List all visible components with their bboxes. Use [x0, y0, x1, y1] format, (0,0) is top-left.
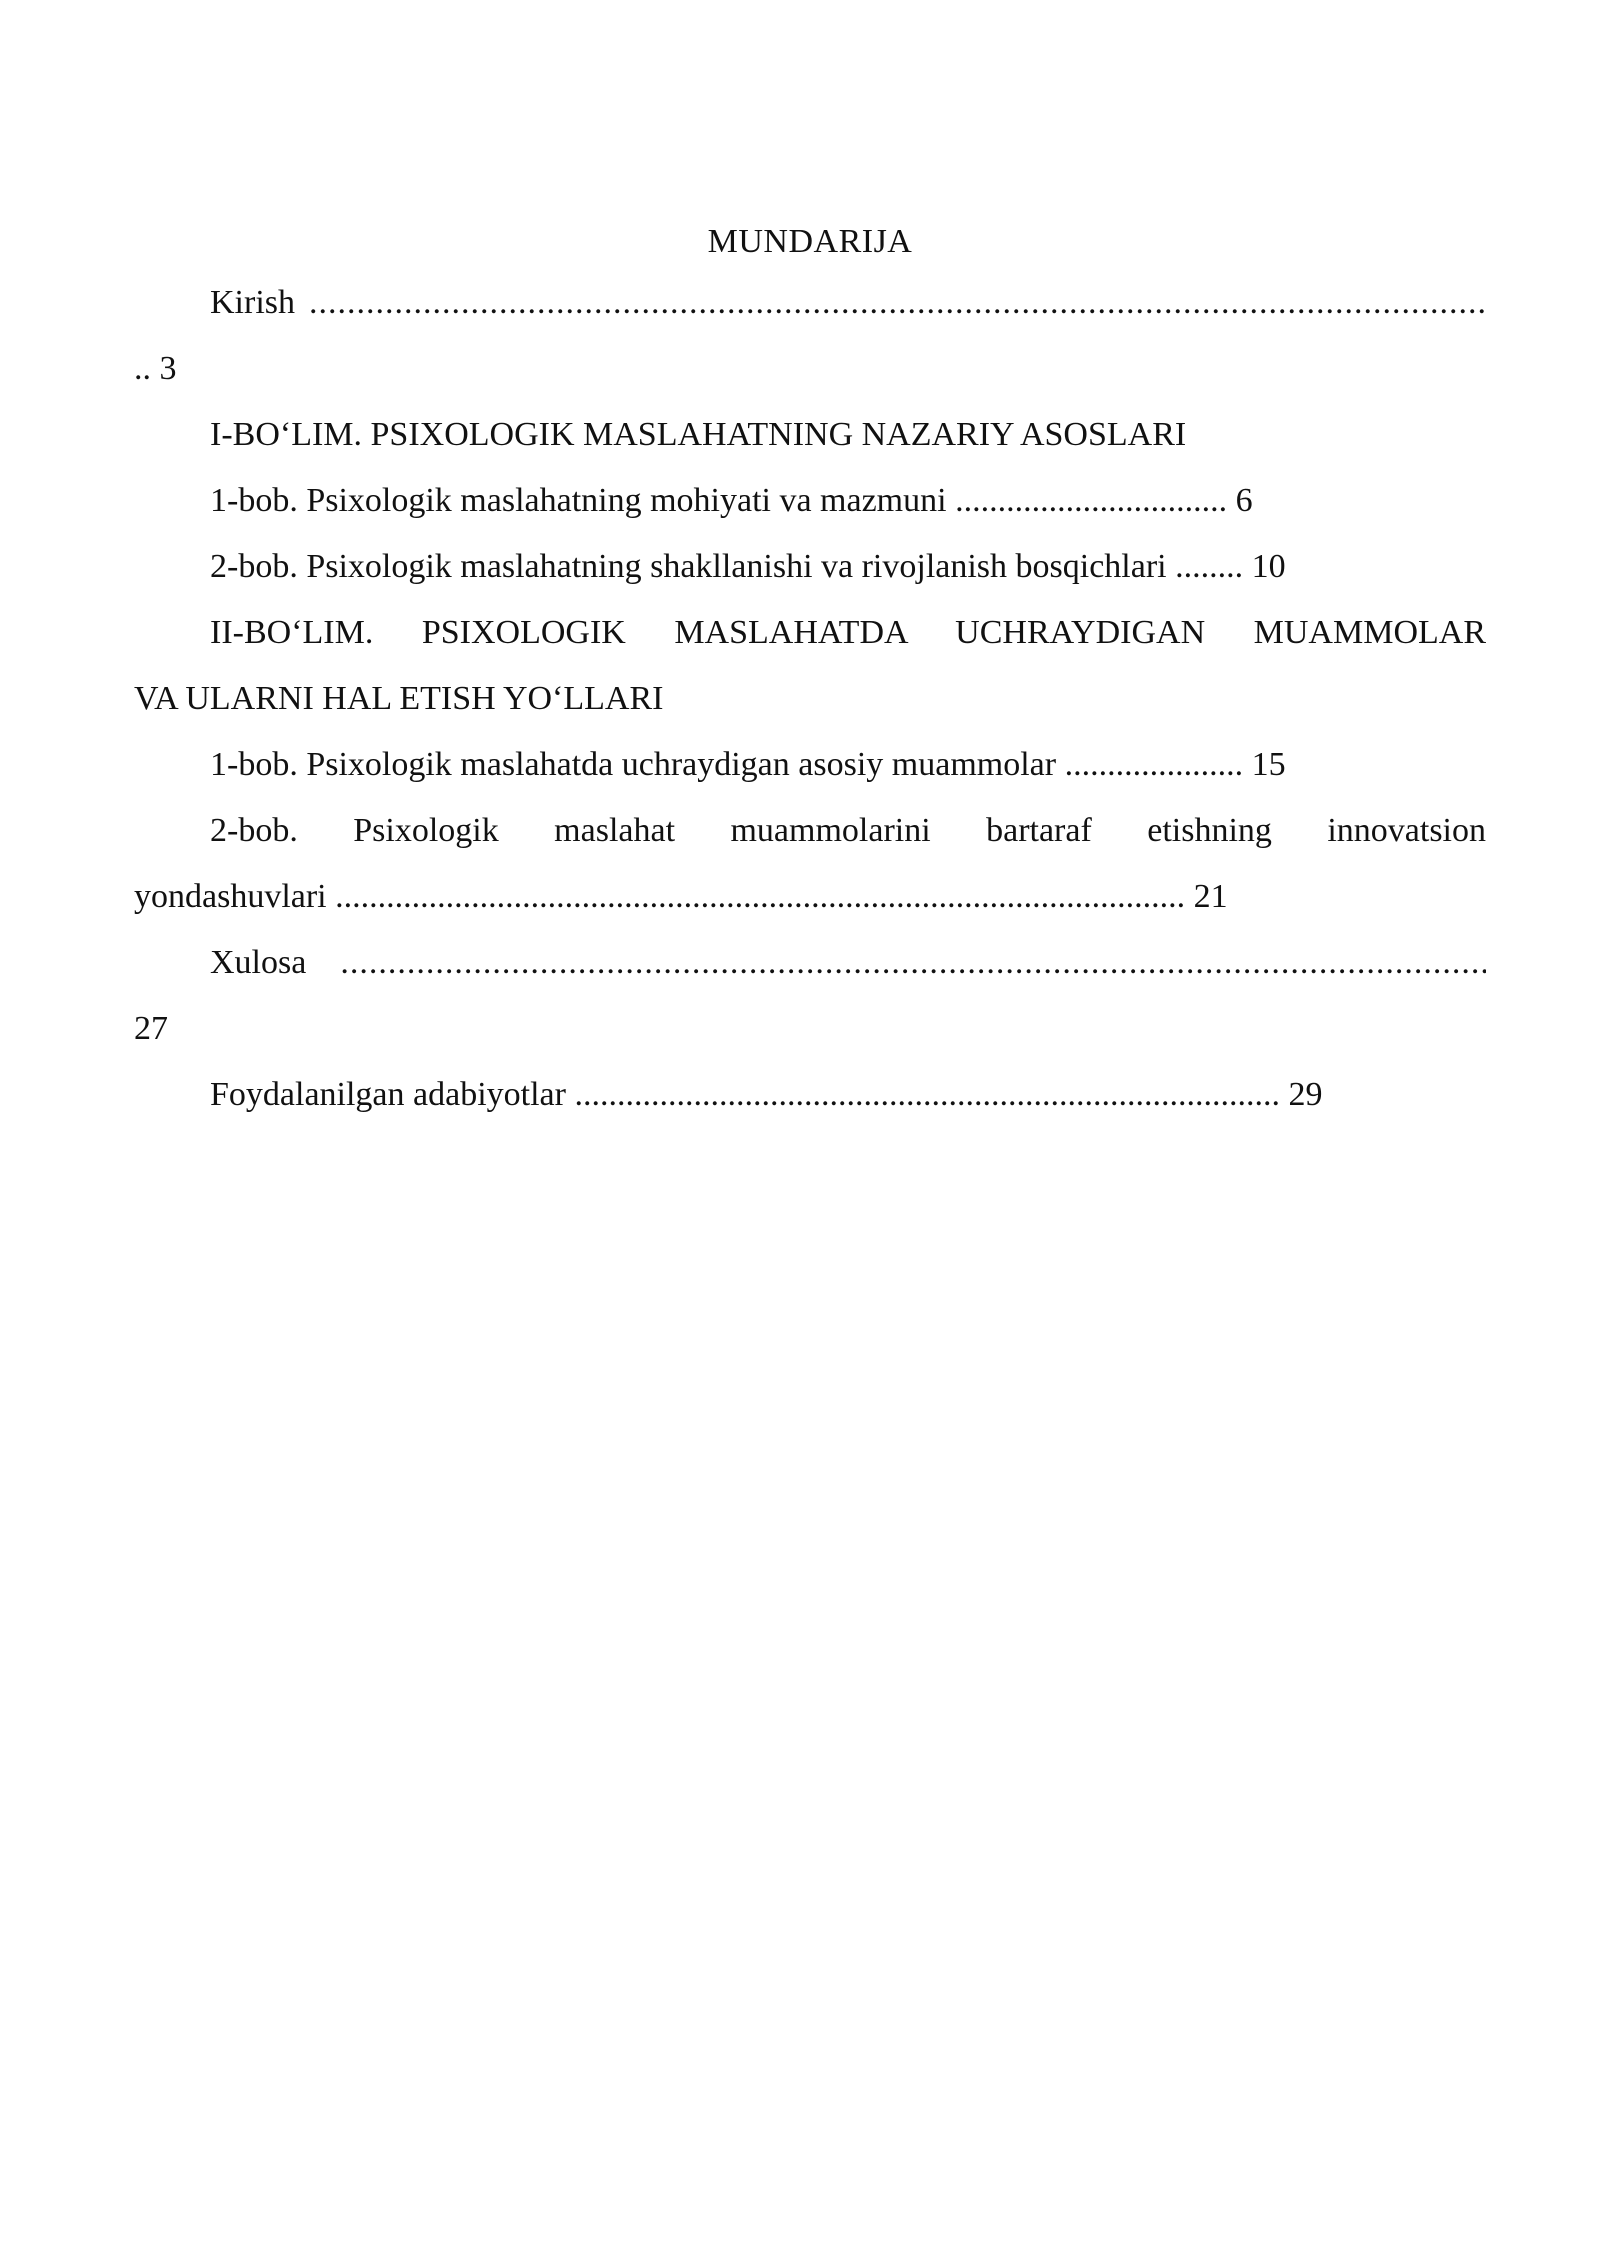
toc-section-2[interactable]: [134, 600, 1486, 666]
toc-page-number: 6: [1235, 482, 1253, 519]
toc-section-1[interactable]: [134, 402, 1486, 468]
toc-entry-label: 1-bob. Psixologik maslahatning mohiyati va mazmuni ................................: [210, 482, 1228, 519]
toc-entry-kirish[interactable]: [134, 270, 1486, 336]
toc-entry-label: 2-bob. Psixologik maslahatning shakllanishi va rivojlanish bosqichlari ........: [210, 548, 1244, 585]
toc-entry-label-line2: yondashuvlari ....................................................................................................: [134, 878, 1186, 915]
toc-entry-label: Foydalanilgan adabiyotlar ...................................................................................: [210, 1076, 1280, 1113]
toc-entry-kirish-page: [134, 336, 1486, 402]
toc-page-number: 10: [1251, 548, 1286, 585]
toc-section-label: I-BO‘LIM. PSIXOLOGIK MASLAHATNING NAZARIY ASOSLARI: [210, 416, 1187, 453]
toc-section-label-line2: VA ULARNI HAL ETISH YO‘LLARI: [134, 680, 664, 717]
toc-page-number: 27: [134, 1010, 168, 1047]
toc-section-2-continued: [134, 666, 1486, 732]
toc-entry-section2-chapter2-continued: [134, 864, 1486, 930]
toc-page-number: .. 3: [134, 350, 177, 387]
toc-page-number: 21: [1193, 878, 1228, 915]
toc-section-label-line1: II-BO‘LIM. PSIXOLOGIK MASLAHATDA UCHRAYDIGAN MUAMMOLAR: [210, 614, 1486, 651]
toc-page-number: 29: [1288, 1076, 1323, 1113]
toc-entry-section2-chapter1[interactable]: [134, 732, 1486, 798]
toc-entry-xulosa-page: [134, 996, 1486, 1062]
dot-leader: [340, 930, 1486, 996]
toc-entry-section1-chapter1[interactable]: [134, 468, 1486, 534]
toc-entry-xulosa[interactable]: [134, 930, 1486, 996]
toc-entry-label-line1: 2-bob. Psixologik maslahat muammolarini bartaraf etishning innovatsion: [210, 812, 1486, 849]
toc-entry-label: Xulosa: [210, 944, 307, 981]
toc-entry-section1-chapter2[interactable]: [134, 534, 1486, 600]
toc-page-number: 15: [1251, 746, 1286, 783]
toc-entry-label: 1-bob. Psixologik maslahatda uchraydigan asosiy muammolar .....................: [210, 746, 1244, 783]
dot-leader: [309, 270, 1486, 336]
toc-entry-label: Kirish: [210, 284, 295, 321]
table-of-contents: [134, 214, 1486, 1128]
page-title: MUNDARIJA: [707, 223, 913, 260]
toc-entry-section2-chapter2[interactable]: [134, 798, 1486, 864]
toc-entry-adabiyotlar[interactable]: [134, 1062, 1486, 1128]
